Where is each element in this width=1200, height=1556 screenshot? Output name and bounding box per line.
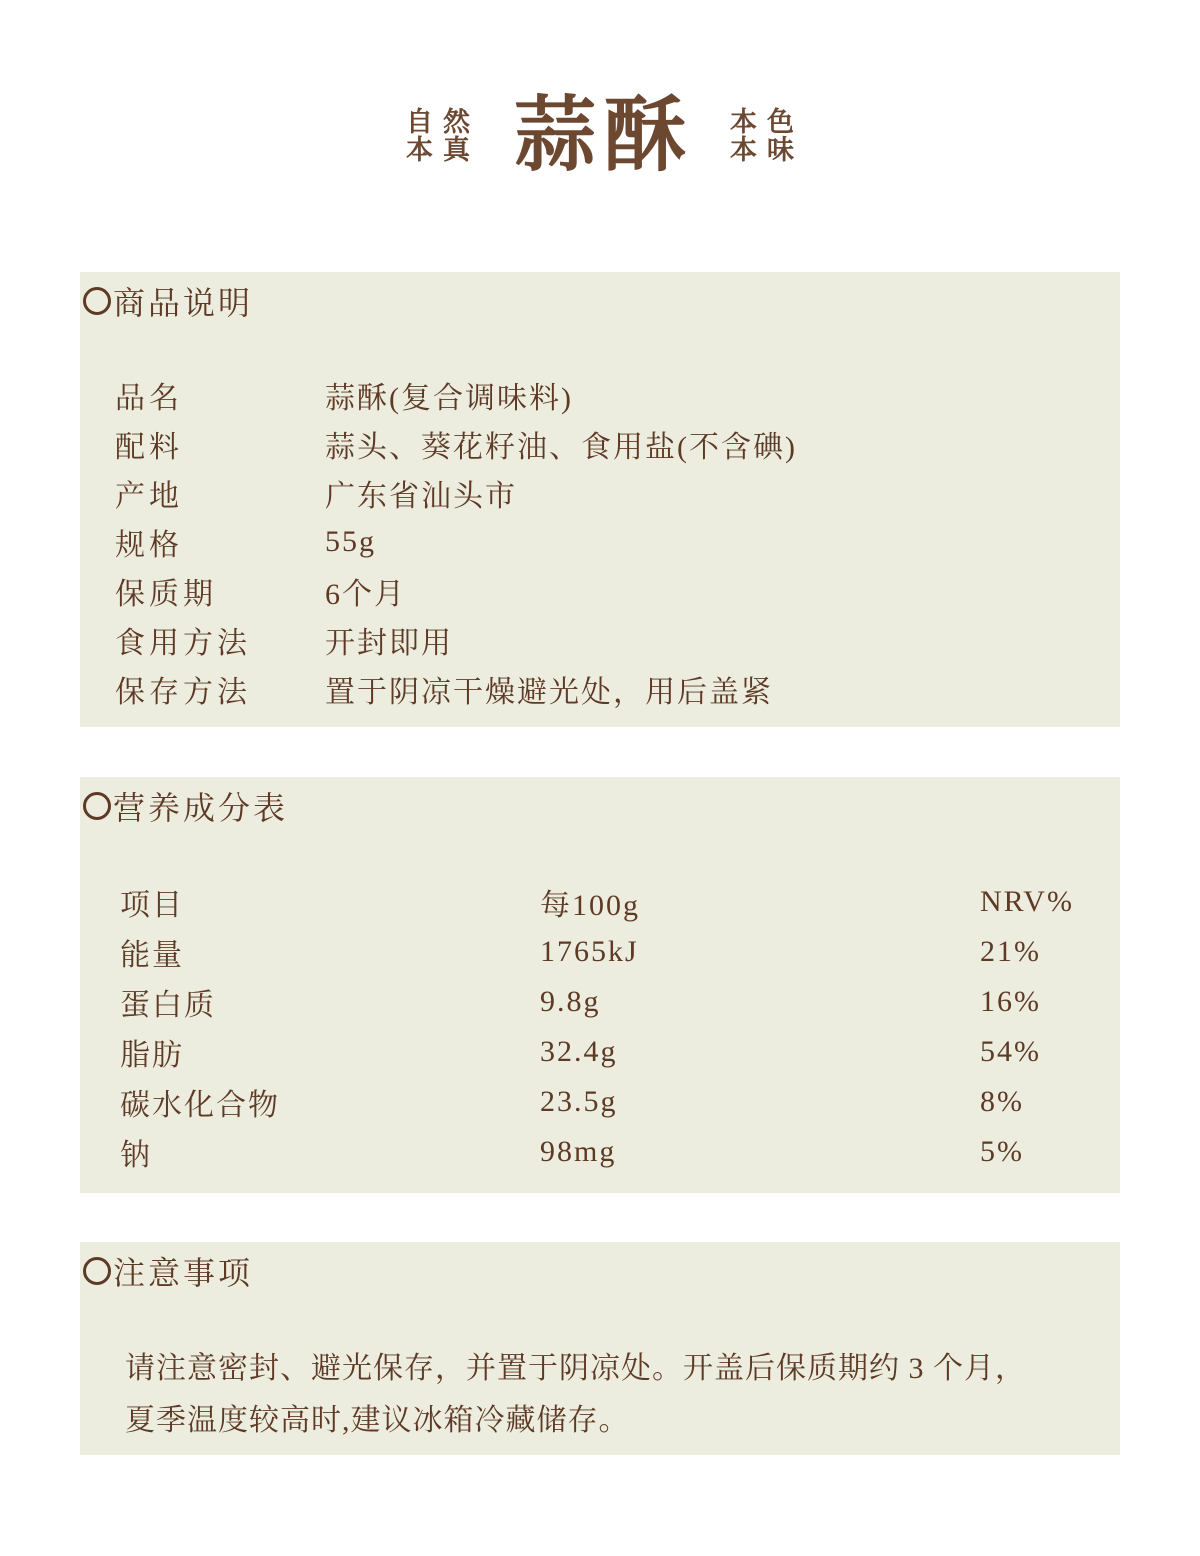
nutrition-table-row [80,977,1120,1027]
nutrient-amount: 1765kJ [540,935,639,968]
nutrient-nrv: 5% [980,1135,1024,1168]
product-info-row [80,419,1120,468]
tagline-right-line2: 本味 [730,135,804,165]
nutrient-name: 蛋白质 [120,989,216,1022]
precautions-text [80,1343,1120,1447]
product-info-row [80,664,1120,713]
column-header-item: 项目 [120,889,184,922]
tagline-left-line1: 自然 [405,107,480,137]
column-header-per100g: 每100g [540,889,640,922]
nutrient-amount: 32.4g [540,1035,618,1068]
row-label: 规格 [115,528,183,562]
precautions-section-title: 注意事项 [113,1255,254,1291]
circle-bullet-icon [83,1257,111,1285]
nutrition-table-row [80,927,1120,977]
nutrient-name: 脂肪 [120,1039,184,1072]
nutrition-table-row [80,1127,1120,1177]
nutrient-nrv: 21% [980,935,1041,968]
product-info-row [80,566,1120,615]
circle-bullet-icon [83,792,111,820]
nutrient-name: 钠 [120,1139,152,1172]
row-value: 开封即用 [325,626,453,660]
row-value: 蒜酥(复合调味料) [325,381,573,415]
row-value: 广东省汕头市 [325,479,517,513]
product-info-row [80,468,1120,517]
brand-header [0,86,1200,186]
row-label: 产地 [115,479,183,513]
nutrient-amount: 9.8g [540,985,601,1018]
nutrient-name: 能量 [120,939,184,972]
product-info-row [80,517,1120,566]
precautions-section [80,1242,1120,1455]
nutrient-amount: 98mg [540,1135,617,1168]
circle-bullet-icon [83,287,111,315]
tagline-left-line2: 本真 [405,135,480,165]
column-header-nrv: NRV% [980,885,1074,918]
nutrient-name: 碳水化合物 [120,1089,280,1122]
tagline-right-line1: 本色 [730,107,804,137]
row-value: 置于阴凉干燥避光处，用后盖紧 [325,675,773,709]
row-value: 55g [325,524,376,558]
nutrient-amount: 23.5g [540,1085,618,1118]
row-label: 保存方法 [115,675,251,709]
product-info-row [80,615,1120,664]
nutrient-nrv: 54% [980,1035,1041,1068]
nutrition-table-header-row [80,877,1120,927]
row-label: 品名 [115,381,183,415]
nutrition-section [80,777,1120,1193]
nutrient-nrv: 16% [980,985,1041,1018]
row-label: 保质期 [115,577,217,611]
tagline-right [730,108,804,164]
product-info-rows [80,370,1120,713]
product-info-section-title: 商品说明 [113,285,254,321]
product-info-section-header [80,272,1120,321]
tagline-left [406,108,480,164]
precautions-line: 请注意密封、避光保存，并置于阴凉处。开盖后保质期约 3 个月， [125,1352,1026,1385]
row-label: 食用方法 [115,626,251,660]
nutrient-nrv: 8% [980,1085,1024,1118]
product-info-section [80,272,1120,727]
row-value: 6个月 [325,577,406,611]
product-info-row [80,370,1120,419]
row-value: 蒜头、葵花籽油、食用盐(不含碘) [325,430,797,464]
nutrition-table-row [80,1027,1120,1077]
nutrition-section-header [80,777,1120,826]
nutrition-table [80,877,1120,1177]
nutrition-table-row [80,1077,1120,1127]
precautions-line: 夏季温度较高时,建议冰箱冷藏储存。 [125,1404,630,1437]
row-label: 配料 [115,430,183,464]
product-title: 蒜酥 [513,90,694,181]
nutrition-section-title: 营养成分表 [113,790,289,826]
precautions-section-header [80,1242,1120,1291]
